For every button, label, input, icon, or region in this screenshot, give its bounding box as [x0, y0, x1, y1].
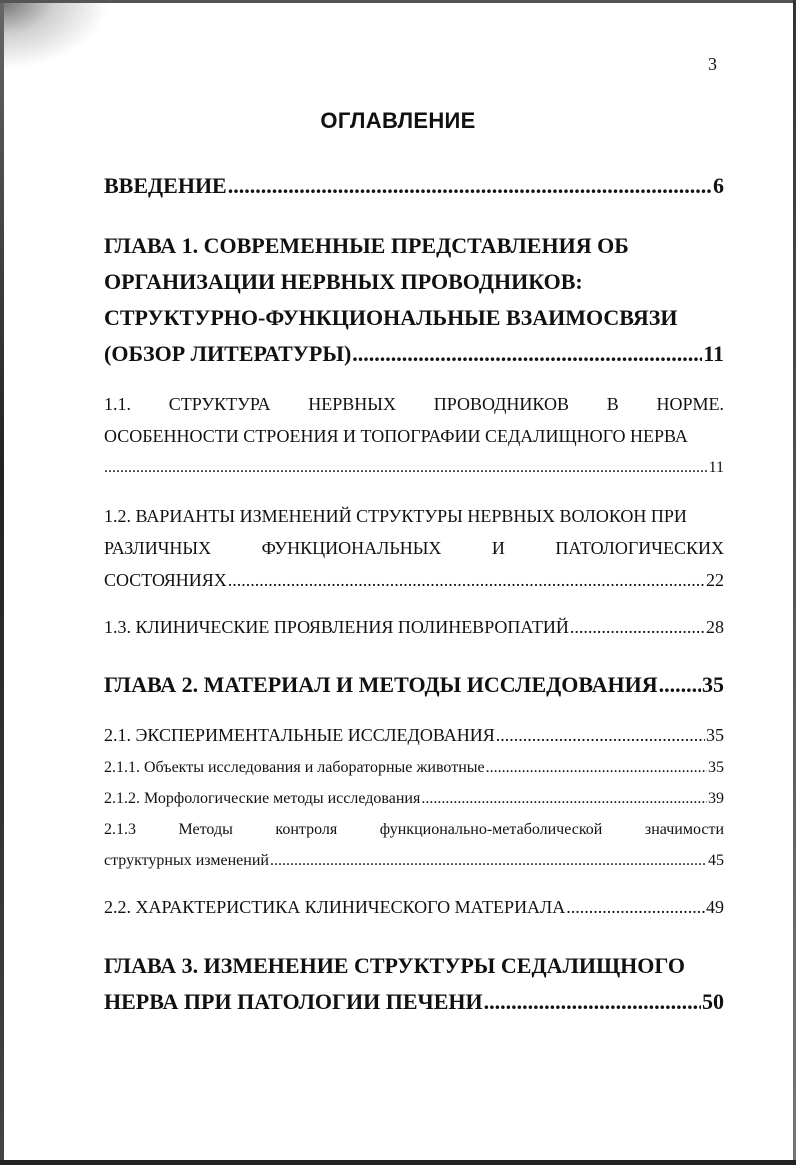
toc-entry-chapter-2[interactable] [104, 667, 724, 703]
dot-leader [421, 783, 707, 814]
toc-entry-section-1-2[interactable] [104, 500, 724, 596]
page-title: ОГЛАВЛЕНИЕ [320, 108, 476, 133]
toc-entry-section-2-1[interactable] [104, 719, 724, 751]
toc-entry-title: НЕРВА ПРИ ПАТОЛОГИИ ПЕЧЕНИ [104, 989, 483, 1014]
toc-entry-line: РАЗЛИЧНЫХ ФУНКЦИОНАЛЬНЫХ И ПАТОЛОГИЧЕСКИХ [104, 538, 724, 558]
dot-leader [228, 168, 712, 204]
toc-entry-line: 2.1.3 Методы контроля функционально-метаболической значимости [104, 821, 724, 838]
dot-leader [228, 564, 705, 596]
toc-entry-line: ОСОБЕННОСТИ СТРОЕНИЯ И ТОПОГРАФИИ СЕДАЛИЩНОГО НЕРВА [104, 426, 688, 446]
toc-entry-title: структурных изменений [104, 852, 269, 869]
dot-leader [484, 984, 701, 1020]
toc-entry-title: 2.1. ЭКСПЕРИМЕНТАЛЬНЫЕ ИССЛЕДОВАНИЯ [104, 725, 495, 745]
dot-leader [496, 719, 705, 751]
toc-entry-page: 28 [706, 617, 724, 637]
toc-entry-section-2-1-3[interactable] [104, 814, 724, 876]
toc-entry-line: ОРГАНИЗАЦИИ НЕРВНЫХ ПРОВОДНИКОВ: [104, 269, 583, 294]
toc-entry-page: 49 [706, 897, 724, 917]
toc-entry-line: 1.2. ВАРИАНТЫ ИЗМЕНЕНИЙ СТРУКТУРЫ НЕРВНЫХ ВОЛОКОН ПРИ [104, 506, 687, 526]
toc-entry-chapter-3[interactable] [104, 948, 724, 1020]
toc-entry-line: 1.1. СТРУКТУРА НЕРВНЫХ ПРОВОДНИКОВ В НОРМЕ. [104, 394, 724, 414]
toc-entry-section-2-2[interactable] [104, 891, 724, 923]
toc-entry-section-1-3[interactable] [104, 611, 724, 643]
scan-edge-bottom [0, 1160, 796, 1165]
dot-leader [486, 752, 707, 783]
scan-shadow-corner [0, 0, 110, 70]
toc-entry-line: ГЛАВА 3. ИЗМЕНЕНИЕ СТРУКТУРЫ СЕДАЛИЩНОГО [104, 953, 685, 978]
page-number: 3 [708, 54, 717, 74]
toc-entry-page: 35 [706, 725, 724, 745]
toc-entry-section-1-1[interactable] [104, 388, 724, 484]
toc-entry-title: СОСТОЯНИЯХ [104, 570, 227, 590]
dot-leader [352, 336, 702, 372]
toc-entry-page: 50 [702, 989, 724, 1014]
toc-entry-title: 2.1.2. Морфологические методы исследования [104, 790, 421, 807]
toc-entry-title: 2.1.1. Объекты исследования и лабораторные животные [104, 759, 485, 776]
toc-entry-intro[interactable] [104, 168, 724, 204]
toc-entry-section-2-1-2[interactable] [104, 783, 724, 814]
toc-entry-page: 35 [708, 759, 724, 776]
toc-entry-page: 6 [713, 173, 724, 198]
dot-leader [270, 845, 707, 876]
dot-leader [104, 452, 707, 484]
toc-entry-title: 2.2. ХАРАКТЕРИСТИКА КЛИНИЧЕСКОГО МАТЕРИАЛА [104, 897, 566, 917]
dot-leader [570, 611, 705, 643]
toc-entry-page: 11 [708, 459, 724, 476]
toc-entry-line: ГЛАВА 1. СОВРЕМЕННЫЕ ПРЕДСТАВЛЕНИЯ ОБ [104, 233, 629, 258]
toc-entry-page: 39 [708, 790, 724, 807]
toc-entry-title: 1.3. КЛИНИЧЕСКИЕ ПРОЯВЛЕНИЯ ПОЛИНЕВРОПАТИЙ [104, 617, 569, 637]
scan-edge-top [0, 0, 796, 3]
toc-entry-page: 11 [703, 341, 724, 366]
toc-entry-page: 45 [708, 852, 724, 869]
scan-edge-left [0, 0, 4, 1165]
toc-entry-page: 35 [702, 672, 724, 697]
dot-leader [659, 667, 701, 703]
toc-entry-section-2-1-1[interactable] [104, 752, 724, 783]
toc-entry-line: СТРУКТУРНО-ФУНКЦИОНАЛЬНЫЕ ВЗАИМОСВЯЗИ [104, 305, 678, 330]
dot-leader [566, 891, 705, 923]
toc-entry-chapter-1[interactable] [104, 228, 724, 372]
toc-entry-title: (ОБЗОР ЛИТЕРАТУРЫ) [104, 341, 352, 366]
toc-entry-page: 22 [706, 570, 724, 590]
toc-entry-title: ВВЕДЕНИЕ [104, 173, 227, 198]
toc-entry-title: ГЛАВА 2. МАТЕРИАЛ И МЕТОДЫ ИССЛЕДОВАНИЯ [104, 672, 658, 697]
